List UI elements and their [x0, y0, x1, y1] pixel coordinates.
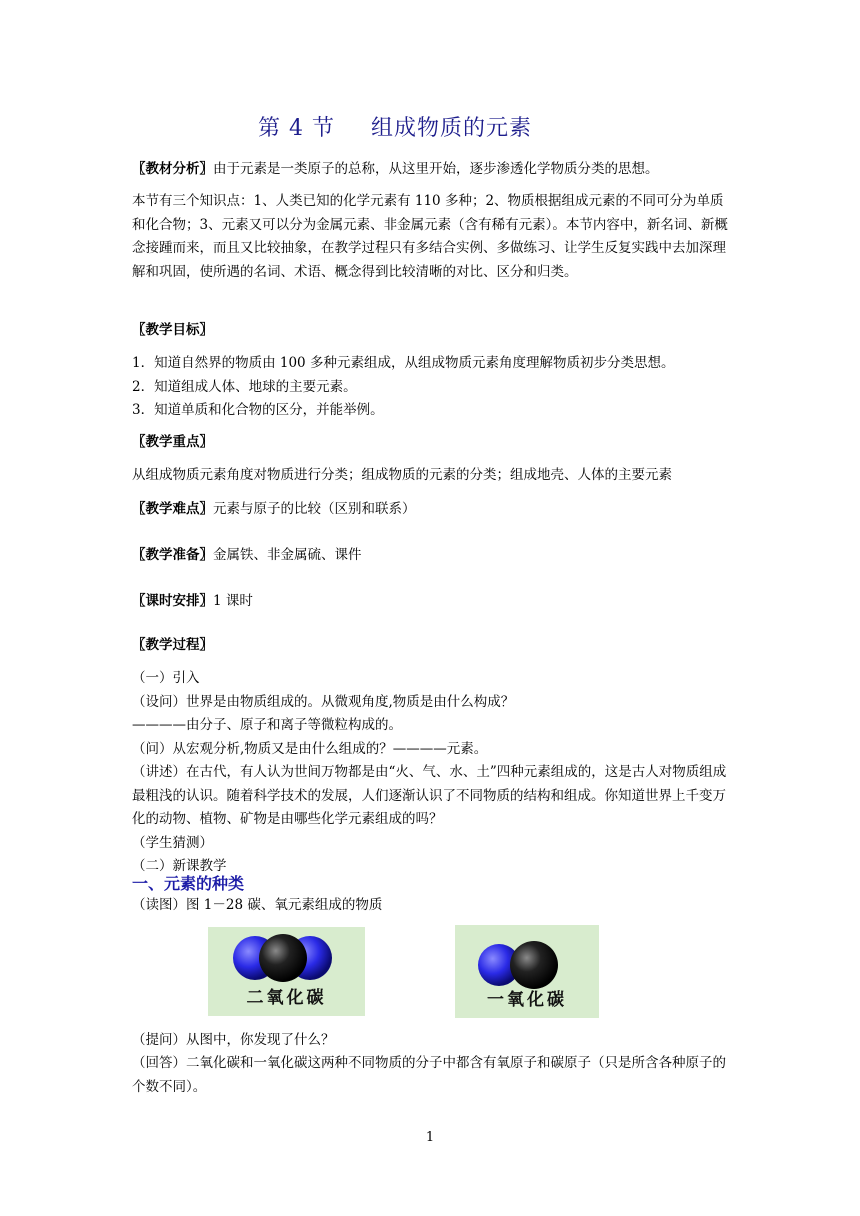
key-points-text: 从组成物质元素角度对物质进行分类；组成物质的元素的分类；组成地壳、人体的主要元素	[132, 467, 672, 483]
analysis-lead-text: 由于元素是一类原子的总称，从这里开始，逐步渗透化学物质分类的思想。	[213, 161, 659, 177]
co2-image	[208, 927, 365, 1016]
difficulty-label: 〖教学难点〗	[132, 501, 213, 517]
question-line: （提问）从图中，你发现了什么？	[132, 1032, 335, 1048]
answer-line: （回答）二氧化碳和一氧化碳这两种不同物质的分子中都含有氧原子和碳原子（只是所含各种原子的个数不同）。	[132, 1055, 726, 1095]
goal-item: 1．知道自然界的物质由 100 多种元素组成，从组成物质元素角度理解物质初步分类思想。	[132, 355, 675, 371]
preparation-line	[132, 544, 732, 568]
page-number: 1	[425, 1130, 435, 1145]
figure-caption: （读图）图 1－28 碳、氧元素组成的物质	[132, 897, 383, 913]
goal-item: 2．知道组成人体、地球的主要元素。	[132, 378, 357, 395]
process-line: （讲述）在古代，有人认为世间万物都是由“火、气、水、土”四种元素组成的，这是古人对物质组成最粗浅的认识。随着科学技术的发展，人们逐渐认识了不同物质的结构和组成。你知道世界上千变万化的动物、植物、矿物是由哪些化学元素组成的吗？	[132, 764, 727, 827]
preparation-label: 〖教学准备〗	[132, 547, 213, 563]
schedule-text: 1 课时	[213, 593, 253, 609]
section-heading: 一、元素的种类	[132, 874, 245, 893]
analysis-label: 〖教材分析〗	[132, 161, 213, 177]
process-line: （问）从宏观分析,物质又是由什么组成的？————元素。	[132, 740, 488, 757]
analysis-body: 本节有三个知识点：1、人类已知的化学元素有 110 多种；2、物质根据组成元素的不同可分为单质和化合物；3、元素又可以分为金属元素、非金属元素（含有稀有元素）。本节内容中，新名词、新概念接踵而来，而且又比较抽象，在教学过程只有多结合实例、多做练习、让学生反复实践中去加深理解和巩固，使所遇的名词、术语、概念得到比较清晰的对比、区分和归类。	[132, 193, 728, 280]
process-line: ————由分子、原子和离子等微粒构成的。	[132, 717, 402, 733]
process-label: 〖教学过程〗	[132, 637, 213, 653]
schedule-label: 〖课时安排〗	[132, 593, 213, 609]
goal-item: 3．知道单质和化合物的区分，并能举例。	[132, 402, 384, 418]
schedule-line	[132, 590, 732, 614]
co-image	[455, 925, 599, 1018]
process-line: （一）引入	[132, 670, 200, 686]
analysis-lead	[132, 158, 732, 182]
co-label: 一氧化碳	[487, 990, 567, 1010]
process-line: （二）新课教学	[132, 858, 227, 874]
difficulty-line	[132, 498, 732, 522]
goals-label: 〖教学目标〗	[132, 322, 213, 338]
key-points-label: 〖教学重点〗	[132, 434, 213, 450]
section-number: 第 4 节	[258, 116, 335, 141]
difficulty-text: 元素与原子的比较（区别和联系）	[213, 501, 416, 517]
goals-list	[132, 352, 732, 423]
process-line: （学生猜测）	[132, 834, 213, 851]
page-title	[0, 111, 790, 142]
process-line: （设问）世界是由物质组成的。从微观角度,物质是由什么构成？	[132, 693, 515, 710]
process-lines	[132, 667, 732, 879]
preparation-text: 金属铁、非金属硫、课件	[213, 547, 362, 563]
co2-label: 二氧化碳	[246, 988, 327, 1008]
section-title: 组成物质的元素	[370, 116, 532, 141]
